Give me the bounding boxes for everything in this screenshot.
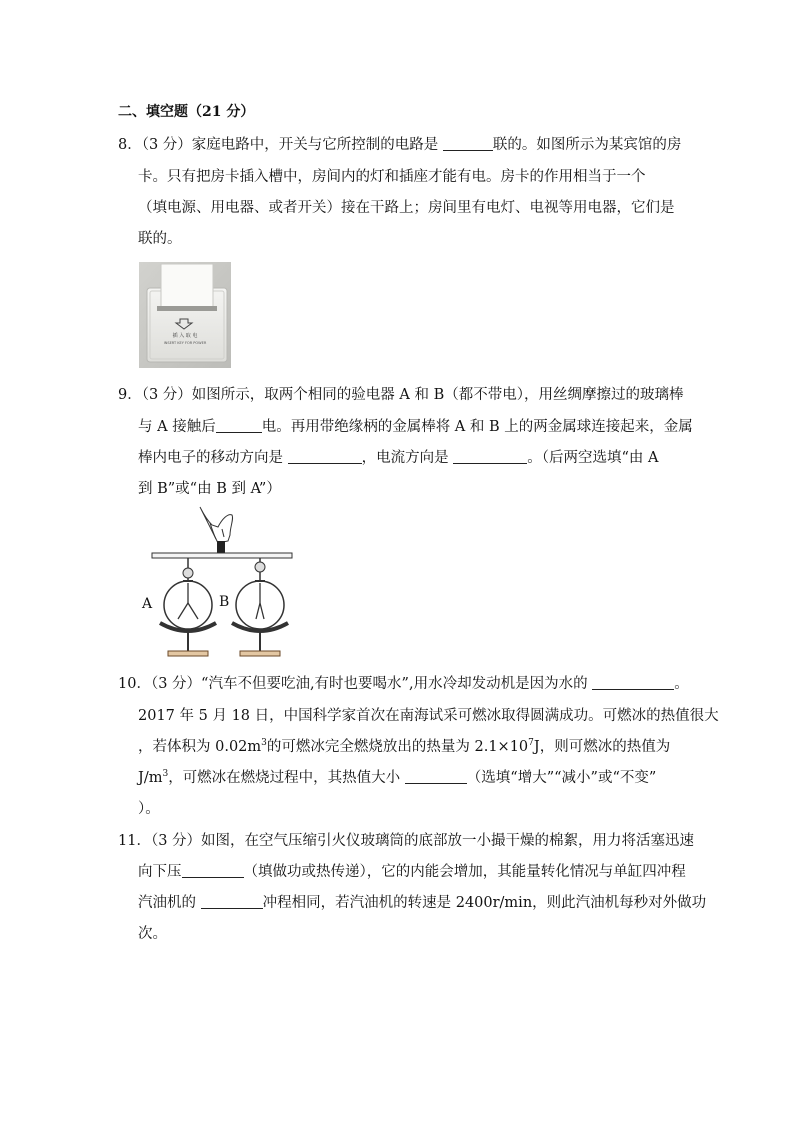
section-title: 二、填空题（21 分） [118, 104, 255, 120]
q8-line1 [118, 136, 681, 154]
card-slot-label: 插 入 取 电 [172, 333, 198, 339]
q10-line3 [138, 738, 670, 756]
q11-line2-post: （填做功或热传递），它的内能会增加，其能量转化情况与单缸四冲程 [243, 864, 686, 880]
electroscope-figure [138, 505, 298, 665]
q10-line4-post: （选填“增大”“减小”或“不变” [466, 770, 657, 786]
q8-line2: 卡。只有把房卡插入槽中，房间内的灯和插座才能有电。房卡的作用相当于一个 [138, 169, 646, 185]
q11-line2-pre: 向下压 [138, 864, 182, 880]
q9-line2-pre: 与 A 接触后 [138, 419, 216, 435]
q10-line2: 2017 年 5 月 18 日，中国科学家首次在南海试采可燃冰取得圆满成功。可燃冰的热值很大 [138, 708, 719, 724]
metal-rod [152, 553, 292, 558]
q10-line3-mid: 的可燃冰完全燃烧放出的热量为 2.1×10 [266, 739, 529, 755]
q10-line5: ）。 [138, 801, 160, 817]
q9-line2 [138, 418, 693, 436]
q10-line3-pre: ，若体积为 0.02m [138, 739, 262, 755]
q9-line3-mid: ，电流方向是 [361, 450, 454, 466]
electroscope-diagram [138, 505, 298, 665]
q9-blank-3 [453, 449, 527, 464]
label-b: B [219, 594, 230, 610]
electroscope-a [160, 558, 216, 656]
q9-blank-2 [288, 449, 362, 464]
q8-blank-1 [443, 136, 493, 151]
q11-line3-pre: 汽油机的 [138, 895, 201, 911]
q8-line4: 联的。 [138, 231, 182, 247]
q10-line1-post: 。 [674, 676, 689, 692]
q11-line2 [138, 863, 686, 881]
q10-line4-pre: J/m [138, 770, 163, 786]
q11-line3 [138, 894, 706, 912]
q11-line1: 11．（3 分）如图，在空气压缩引火仪玻璃筒的底部放一小撮干燥的棉絮，用力将活塞迅速 [118, 833, 695, 849]
room-card-switch-image [139, 262, 231, 368]
hand-icon [200, 507, 233, 543]
q10-blank-2 [405, 769, 467, 784]
handle [217, 541, 225, 553]
q11-line3-post: 冲程相同，若汽油机的转速是 2400r/min，则此汽油机每秒对外做功 [262, 895, 707, 911]
q11-blank-1 [182, 863, 244, 878]
q9-line2-post: 电。再用带绝缘柄的金属棒将 A 和 B 上的两金属球连接起来，金属 [261, 419, 693, 435]
room-card-figure [139, 262, 231, 368]
q8-line1-post: 联的。如图所示为某宾馆的房 [492, 137, 682, 153]
card-slot-sublabel: INSERT KEY FOR POWER [163, 341, 207, 345]
q8-line1-pre: 8．（3 分）家庭电路中，开关与它所控制的电路是 [118, 137, 443, 153]
q10-line1 [118, 675, 689, 693]
q10-line4-mid: ，可燃冰在燃烧过程中，其热值大小 [168, 770, 405, 786]
q10-line3-post: J，则可燃冰的热值为 [533, 739, 671, 755]
q10-line4 [138, 769, 656, 787]
q9-line3-pre: 棒内电子的移动方向是 [138, 450, 288, 466]
q8-line3: （填电源、用电器、或者开关）接在干路上；房间里有电灯、电视等用电器，它们是 [138, 200, 675, 216]
q9-line1: 9．（3 分）如图所示，取两个相同的验电器 A 和 B（都不带电），用丝绸摩擦过的玻璃棒 [118, 387, 684, 403]
electroscope-b [232, 558, 288, 656]
q10-line1-pre: 10．（3 分）“汽车不但要吃油,有时也要喝水”,用水冷却发动机是因为水的 [118, 676, 593, 692]
q11-line4: 次。 [138, 926, 167, 942]
q10-sup-2: 7 [528, 738, 534, 748]
q9-line3-post: 。（后两空选填“由 A [527, 450, 659, 466]
q11-blank-2 [201, 894, 263, 909]
q9-line3 [138, 449, 658, 467]
q9-line4: 到 B”或“由 B 到 A”） [138, 481, 281, 497]
q10-blank-1 [592, 675, 674, 690]
q10-sup-3: 3 [162, 769, 169, 779]
q10-sup-1: 3 [261, 738, 267, 748]
label-a: A [142, 596, 153, 612]
q9-blank-1 [216, 418, 262, 433]
